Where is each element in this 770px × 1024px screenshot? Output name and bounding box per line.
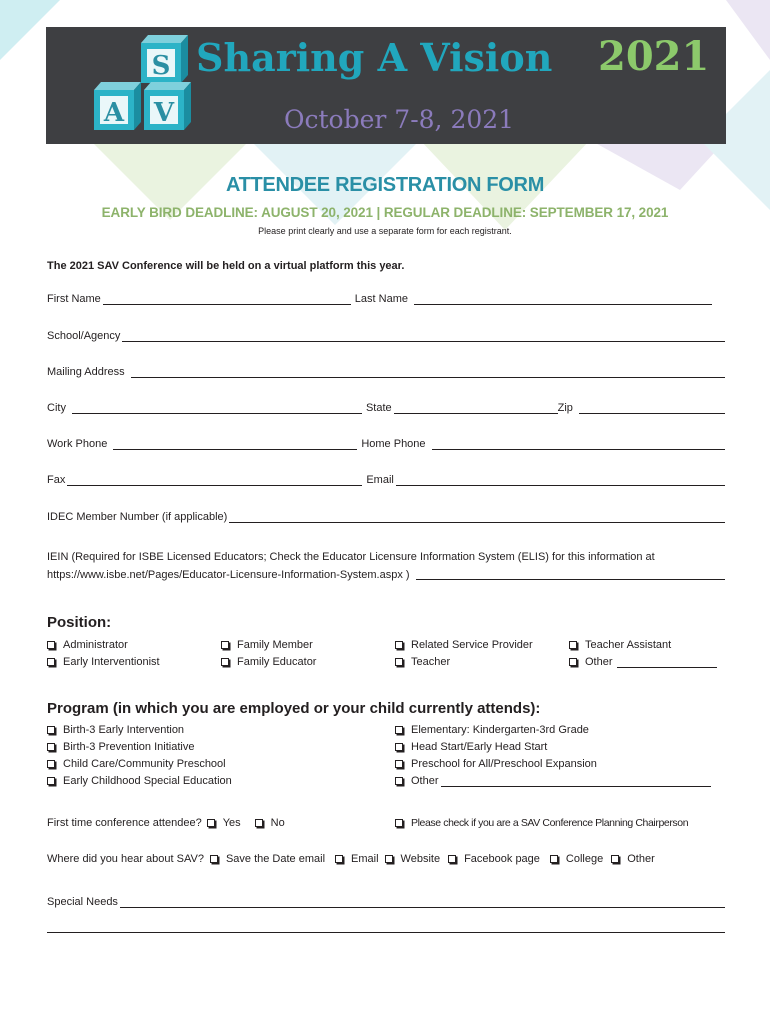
idec-label: IDEC Member Number (if applicable) [47, 511, 228, 523]
banner-dates: October 7-8, 2021 [284, 105, 515, 134]
home-phone-line[interactable] [432, 438, 725, 450]
checkbox-icon[interactable] [569, 641, 577, 649]
mailing-address-label: Mailing Address [47, 366, 125, 378]
checkbox-icon[interactable] [47, 760, 55, 768]
option-label: Birth-3 Prevention Initiative [63, 741, 195, 753]
first-time-yes-checkbox[interactable] [207, 819, 215, 827]
checkbox-icon[interactable] [47, 777, 55, 785]
program-heading: Program (in which you are employed or your child currently attends): [47, 700, 541, 717]
first-name-label: First Name [47, 293, 101, 305]
banner-title: Sharing A Vision [196, 35, 553, 80]
position-heading: Position: [47, 614, 112, 631]
fax-label: Fax [47, 474, 66, 486]
position-other[interactable] [569, 656, 717, 668]
last-name-field[interactable] [355, 293, 712, 305]
city-label: City [47, 402, 66, 414]
block-letter-a: A [103, 98, 125, 128]
state-field[interactable] [366, 402, 558, 414]
mailing-address-field[interactable] [47, 366, 725, 378]
idec-line[interactable] [229, 511, 725, 523]
home-phone-label: Home Phone [361, 438, 426, 450]
iein-label-line2: https://www.isbe.net/Pages/Educator-Licensure-Information-System.aspx ) [47, 569, 410, 581]
work-phone-line[interactable] [113, 438, 357, 450]
special-needs-line-2[interactable] [47, 932, 725, 933]
form-title: ATTENDEE REGISTRATION FORM [225, 174, 545, 196]
option-label: Birth-3 Early Intervention [63, 724, 185, 736]
program-ecse[interactable] [47, 775, 232, 787]
option-label: Elementary: Kindergarten-3rd Grade [411, 724, 589, 736]
option-label: Preschool for All/Preschool Expansion [411, 758, 597, 770]
checkbox-icon[interactable] [395, 726, 403, 734]
home-phone-field[interactable] [361, 438, 725, 450]
checkbox-icon[interactable] [395, 743, 403, 751]
deadlines: EARLY BIRD DEADLINE: AUGUST 20, 2021 | REGULAR DEADLINE: SEPTEMBER 17, 2021 [101, 205, 669, 220]
option-label: Administrator [63, 639, 128, 651]
special-needs-line[interactable] [120, 896, 725, 908]
first-time-yes-label: Yes [222, 817, 241, 829]
school-agency-field[interactable] [47, 330, 725, 342]
iein-label-line1: IEIN (Required for ISBE Licensed Educators; Check the Educator Licensure Information System (ELIS) for this information at [47, 551, 655, 563]
checkbox-icon[interactable] [47, 726, 55, 734]
zip-field[interactable] [558, 402, 725, 414]
program-preschool-for-all[interactable] [395, 758, 597, 770]
first-name-field[interactable] [47, 293, 351, 305]
program-birth3-ei[interactable] [47, 724, 184, 736]
hear-website-checkbox[interactable] [385, 855, 393, 863]
checkbox-icon[interactable] [47, 641, 55, 649]
position-early-interventionist[interactable] [47, 656, 160, 668]
zip-line[interactable] [579, 402, 725, 414]
position-family-member[interactable] [221, 639, 313, 651]
hear-about-question: Where did you hear about SAV? [47, 853, 204, 865]
name-row [47, 293, 725, 305]
checkbox-icon[interactable] [395, 777, 403, 785]
option-label: Related Service Provider [411, 639, 533, 651]
hear-facebook-label: Facebook page [464, 853, 540, 865]
chairperson-option[interactable] [395, 817, 688, 829]
state-line[interactable] [394, 402, 558, 414]
option-label: Child Care/Community Preschool [63, 758, 226, 770]
hear-save-date-checkbox[interactable] [210, 855, 218, 863]
hear-college-checkbox[interactable] [550, 855, 558, 863]
hear-website-label: Website [400, 853, 441, 865]
position-related-service-provider[interactable] [395, 639, 533, 651]
special-needs-field[interactable] [47, 896, 725, 908]
school-agency-label: School/Agency [47, 330, 121, 342]
option-label: Other [411, 775, 439, 787]
hear-save-date-label: Save the Date email [225, 853, 326, 865]
option-label: Teacher Assistant [585, 639, 672, 651]
mailing-row [47, 366, 725, 378]
phone-row [47, 438, 725, 450]
banner-year: 2021 [598, 33, 710, 80]
position-administrator[interactable] [47, 639, 128, 651]
city-row [47, 402, 725, 414]
school-row [47, 330, 725, 342]
option-label: Early Childhood Special Education [63, 775, 232, 787]
fax-line[interactable] [67, 474, 362, 486]
city-line[interactable] [72, 402, 362, 414]
option-label: Teacher [411, 656, 451, 668]
checkbox-icon[interactable] [221, 658, 229, 666]
checkbox-icon[interactable] [569, 658, 577, 666]
hear-email-checkbox[interactable] [335, 855, 343, 863]
program-elementary[interactable] [395, 724, 589, 736]
idec-row [47, 511, 725, 523]
checkbox-icon[interactable] [47, 658, 55, 666]
email-line[interactable] [396, 474, 725, 486]
checkbox-icon[interactable] [395, 641, 403, 649]
program-child-care[interactable] [47, 758, 226, 770]
school-agency-line[interactable] [122, 330, 725, 342]
last-name-label: Last Name [354, 293, 408, 305]
work-phone-field[interactable] [47, 438, 357, 450]
option-label: Family Educator [237, 656, 317, 668]
checkbox-icon[interactable] [221, 641, 229, 649]
chairperson-label: Please check if you are a SAV Conference Planning Chairperson [411, 817, 689, 829]
position-other-line[interactable] [617, 657, 717, 668]
position-teacher[interactable] [395, 656, 450, 668]
checkbox-icon[interactable] [395, 819, 403, 827]
checkbox-icon[interactable] [47, 743, 55, 751]
first-time-no-checkbox[interactable] [255, 819, 263, 827]
city-field[interactable] [47, 402, 362, 414]
hear-other-label: Other [627, 853, 655, 865]
email-label: Email [366, 474, 394, 486]
virtual-note: The 2021 SAV Conference will be held on a virtual platform this year. [47, 260, 405, 272]
position-family-educator[interactable] [221, 656, 316, 668]
program-other[interactable] [395, 775, 711, 787]
first-name-line[interactable] [103, 293, 351, 305]
hear-other-checkbox[interactable] [611, 855, 619, 863]
idec-field[interactable] [47, 511, 725, 523]
special-needs-row [47, 896, 725, 908]
special-needs-label: Special Needs [47, 896, 118, 908]
option-label: Early Interventionist [63, 656, 160, 668]
print-note: Please print clearly and use a separate form for each registrant. [258, 226, 512, 236]
program-head-start[interactable] [395, 741, 547, 753]
zip-label: Zip [557, 402, 573, 414]
mailing-address-line[interactable] [131, 366, 725, 378]
option-label: Head Start/Early Head Start [411, 741, 548, 753]
iein-line[interactable] [416, 569, 725, 580]
option-label: Family Member [237, 639, 313, 651]
program-birth3-prevention[interactable] [47, 741, 194, 753]
iein-field[interactable] [47, 548, 725, 584]
last-name-line[interactable] [414, 293, 712, 305]
fax-field[interactable] [47, 474, 362, 486]
work-phone-label: Work Phone [47, 438, 108, 450]
option-label: Other [585, 656, 613, 668]
position-teacher-assistant[interactable] [569, 639, 671, 651]
program-other-line[interactable] [441, 776, 711, 787]
block-letter-v: V [153, 98, 175, 128]
first-time-question: First time conference attendee? [47, 817, 202, 829]
checkbox-icon[interactable] [395, 658, 403, 666]
email-field[interactable] [366, 474, 725, 486]
first-time-no-label: No [270, 817, 285, 829]
first-time-row [47, 817, 285, 829]
hear-facebook-checkbox[interactable] [448, 855, 456, 863]
hear-about-row [47, 853, 655, 865]
hear-email-label: Email [351, 853, 379, 865]
state-label: State [365, 402, 392, 414]
hear-college-label: College [565, 853, 604, 865]
fax-row [47, 474, 725, 486]
block-letter-s: S [151, 51, 171, 81]
checkbox-icon[interactable] [395, 760, 403, 768]
